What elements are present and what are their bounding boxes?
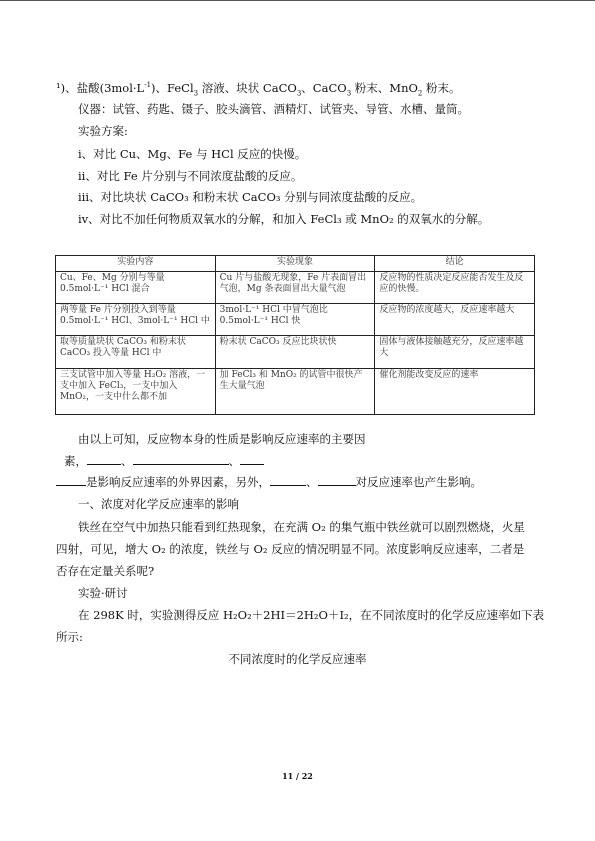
table-cell: 催化剂能改变反应的速率 xyxy=(375,368,535,414)
fill-blank[interactable] xyxy=(56,475,86,486)
table-cell: 反应物的性质决定反应能否发生及反应的快慢。 xyxy=(375,272,535,304)
instruments-line: 仪器：试管、药匙、镊子、胶头滴管、酒精灯、试管夹、导管、水槽、量筒。 xyxy=(78,102,469,116)
plan-label: 实验方案: xyxy=(78,124,128,138)
page-top-border xyxy=(0,0,595,1)
table-cell: 粉末状 CaCO₃ 反应比块状快 xyxy=(215,336,375,368)
paragraph-line-2: 四射，可见，增大 O₂ 的浓度，铁丝与 O₂ 反应的情况明显不同。浓度影响反应速率，二者是 xyxy=(56,542,525,556)
header-phenomenon: 实验现象 xyxy=(215,256,375,272)
table-row xyxy=(56,272,535,304)
fill-blank[interactable] xyxy=(270,475,306,486)
fill-blank[interactable] xyxy=(133,454,229,465)
plan-item-4: ⅳ、对比不加任何物质双氧水的分解，和加入 FeCl₃ 或 MnO₂ 的双氧水的分解。 xyxy=(78,212,490,226)
experiment-table xyxy=(55,255,535,415)
reagents-line: ¹)、盐酸$(3mol\cdot L^{-1})$、FeCl$_3$ 溶液、块状 CaCO$_3$、CaCO$_3$ 粉末、MnO$_2$ 粉末。 xyxy=(56,81,461,98)
paragraph-line-4: 在 298K 时，实验测得反应 H₂O₂＋2HI＝2H₂O＋I₂，在不同浓度时的化学反应速率如下表 xyxy=(78,608,545,622)
table-cell: 三支试管中加入等量 H₂O₂ 溶液，一支中加入 FeCl₃，一支中加入 MnO₂，一支中什么都不加 xyxy=(56,368,216,414)
table-header-row xyxy=(56,256,535,272)
summary-line-3: 是影响反应速率的外界因素，另外， 、 对反应速率也产生影响。 xyxy=(56,475,595,489)
research-label: 实验·研讨 xyxy=(78,586,128,600)
header-content: 实验内容 xyxy=(56,256,216,272)
table-cell: 加 FeCl₃ 和 MnO₂ 的试管中很快产生大量气泡 xyxy=(215,368,375,414)
table-cell: 反应物的浓度越大，反应速率越大 xyxy=(375,304,535,336)
table-caption: 不同浓度时的化学反应速率 xyxy=(228,652,367,666)
header-conclusion: 结论 xyxy=(375,256,535,272)
fill-blank[interactable] xyxy=(87,454,121,465)
section-title: 一、浓度对化学反应速率的影响 xyxy=(78,497,239,511)
table-cell: 取等质量块状 CaCO₃ 和粉末状 CaCO₃ 投入等量 HCl 中 xyxy=(56,336,216,368)
table-cell: Cu 片与盐酸无现象，Fe 片表面冒出气泡，Mg 条表面冒出大量气泡 xyxy=(215,272,375,304)
fill-blank[interactable] xyxy=(240,454,264,465)
table-row xyxy=(56,368,535,414)
plan-item-2: ⅱ、对比 Fe 片分别与不同浓度盐酸的反应。 xyxy=(78,169,303,183)
table-cell: 3mol·L⁻¹ HCl 中冒气泡比 0.5mol·L⁻¹ HCl 快 xyxy=(215,304,375,336)
table-row xyxy=(56,336,535,368)
summary-line-2: 素， 、 、 xyxy=(64,454,595,468)
table-row xyxy=(56,304,535,336)
table-cell: 两等量 Fe 片分别投入到等量 0.5mol·L⁻¹ HCl、3mol·L⁻¹ HCl 中 xyxy=(56,304,216,336)
paragraph-line-5: 所示: xyxy=(56,630,83,644)
page-number: 11 / 22 xyxy=(282,771,313,781)
summary-line-1: 由以上可知，反应物本身的性质是影响反应速率的主要因 xyxy=(78,432,366,446)
table-cell: 固体与液体接触越充分，反应速率越大 xyxy=(375,336,535,368)
paragraph-line-1: 铁丝在空气中加热只能看到红热现象，在充满 O₂ 的集气瓶中铁丝就可以剧烈燃烧，火星 xyxy=(78,520,525,534)
table-cell: Cu、Fe、Mg 分别与等量 0.5mol·L⁻¹ HCl 混合 xyxy=(56,272,216,304)
paragraph-line-3: 否存在定量关系呢? xyxy=(56,564,155,578)
fill-blank[interactable] xyxy=(318,475,356,486)
plan-item-3: ⅲ、对比块状 CaCO₃ 和粉末状 CaCO₃ 分别与同浓度盐酸的反应。 xyxy=(78,190,423,204)
plan-item-1: ⅰ、对比 Cu、Mg、Fe 与 HCl 反应的快慢。 xyxy=(78,147,307,161)
